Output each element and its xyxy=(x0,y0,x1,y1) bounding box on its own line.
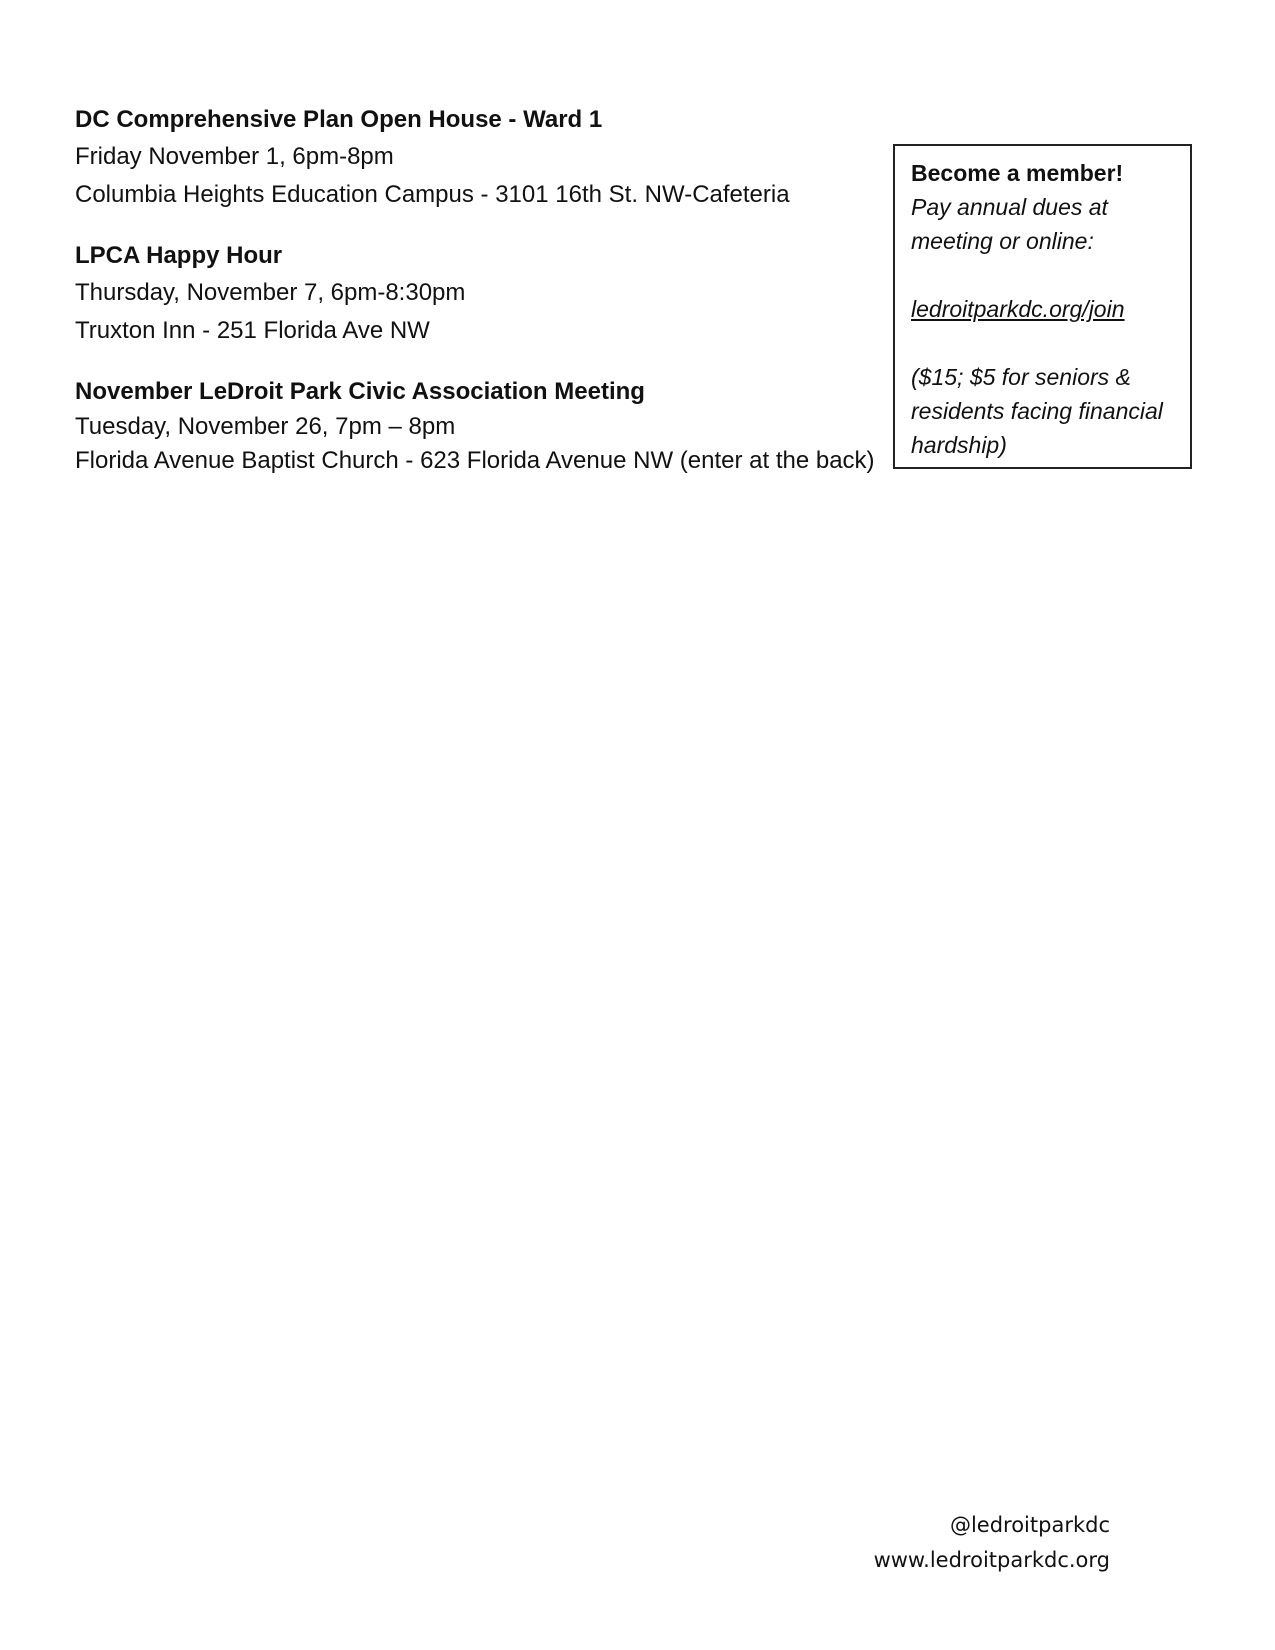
event-location: Florida Avenue Baptist Church - 623 Florida Avenue NW (enter at the back) xyxy=(75,447,875,474)
event-date: Tuesday, November 26, 7pm – 8pm xyxy=(75,413,456,440)
membership-box xyxy=(893,144,1192,469)
events-list xyxy=(75,102,875,502)
membership-fee: ($15; $5 for seniors & residents facing financial hardship) xyxy=(911,364,1163,458)
membership-join-link[interactable]: ledroitparkdc.org/join xyxy=(911,296,1125,322)
event-date: Friday November 1, 6pm-8pm xyxy=(75,143,394,170)
website-link[interactable]: www.ledroitparkdc.org xyxy=(873,1548,1110,1572)
event-title: November LeDroit Park Civic Association Meeting xyxy=(75,378,645,405)
event-civic-meeting xyxy=(75,374,875,478)
event-title: LPCA Happy Hour xyxy=(75,242,283,269)
membership-title: Become a member! xyxy=(911,160,1124,186)
event-location: Truxton Inn - 251 Florida Ave NW xyxy=(75,317,430,344)
membership-text: Pay annual dues at meeting or online: xyxy=(911,194,1108,254)
event-location: Columbia Heights Education Campus - 3101 16th St. NW-Cafeteria xyxy=(75,181,790,208)
social-handle: @ledroitparkdc xyxy=(949,1513,1110,1537)
event-happy-hour xyxy=(75,238,875,350)
event-comp-plan xyxy=(75,102,875,214)
event-date: Thursday, November 7, 6pm-8:30pm xyxy=(75,279,466,306)
event-title: DC Comprehensive Plan Open House - Ward 1 xyxy=(75,106,603,133)
footer xyxy=(874,1508,1110,1578)
